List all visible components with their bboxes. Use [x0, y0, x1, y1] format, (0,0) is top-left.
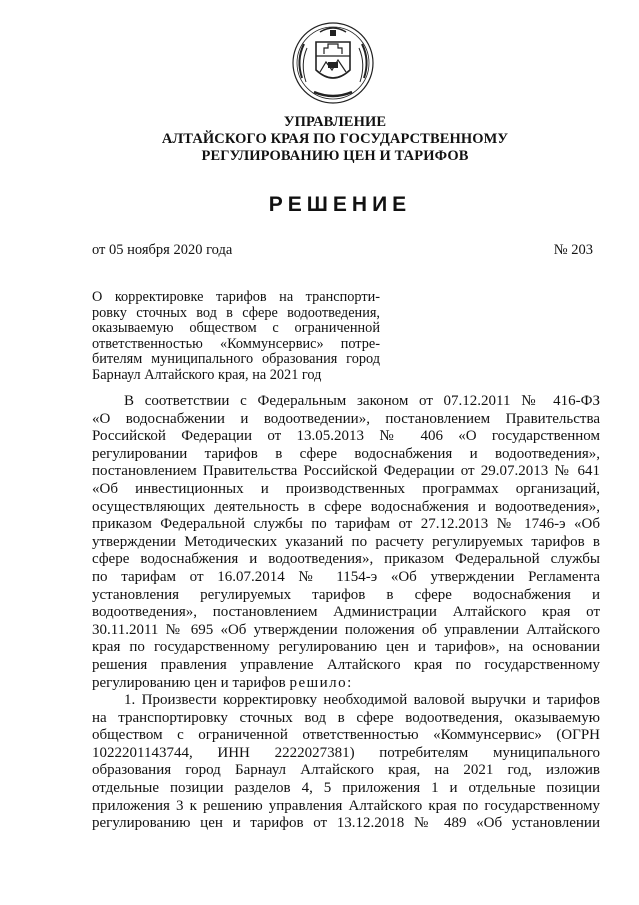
- document-title: РЕШЕНИЕ: [268, 193, 412, 216]
- body-line-final: [92, 675, 600, 693]
- agency-line: УПРАВЛЕНИЕ: [283, 114, 387, 130]
- item-line: обществом с ограниченной ответственностью «Коммунсервис» (ОГРН: [92, 727, 600, 744]
- subject-line: Барнаул Алтайского края, на 2021 год: [92, 366, 322, 383]
- item-line: 1022201143744, ИНН 2222027381) потребителям муниципального: [92, 744, 600, 761]
- subject-line: О корректировке тарифов на транспорти-: [92, 289, 380, 305]
- item-line: образования город Барнаул Алтайского края, на 2021 год, изложив: [92, 762, 600, 779]
- coat-of-arms-emblem: [290, 20, 376, 106]
- body-line: постановлением Правительства Российской Федерации от 29.07.2013 № 641: [92, 463, 600, 480]
- item-line: приложения 3 к решению управления Алтайского края по государственному: [92, 797, 600, 814]
- body-line: 30.11.2011 № 695 «Об утверждении положения об управлении Алтайского: [92, 621, 600, 638]
- body-line: регулировании тарифов в сфере водоснабжения и водоотведения»,: [92, 445, 600, 462]
- agency-line: РЕГУЛИРОВАНИЮ ЦЕН И ТАРИФОВ: [201, 148, 469, 164]
- resolution-keyword: решило:: [289, 674, 353, 691]
- body-line: водоотведения», постановлением Администрации Алтайского края от: [92, 604, 600, 621]
- agency-name: [120, 114, 550, 165]
- body-line: Российской Федерации от 13.05.2013 № 406 «О государственном: [92, 428, 600, 445]
- body-line: «О водоснабжении и водоотведении», постановлением Правительства: [92, 410, 600, 427]
- body-line: решения правления управление Алтайского края по государственному: [92, 656, 600, 673]
- body-line: утверждении Методических указаний по расчету регулируемых тарифов в: [92, 533, 600, 550]
- document-date: от 05 ноября 2020 года: [92, 242, 233, 258]
- body-line: по тарифам от 16.07.2014 № 1154-э «Об утверждении Регламента: [92, 568, 600, 585]
- subject-line: оказываемую обществом с ограниченной: [92, 320, 380, 337]
- body-line: «Об инвестиционных и производственных программах организаций,: [92, 480, 600, 497]
- body-line-text: регулированию цен и тарифов: [92, 674, 286, 691]
- body-line: сфере водоснабжения и водоотведения», приказом Федеральной службы: [92, 551, 600, 568]
- subject-line: бителям муниципального образования город: [92, 351, 380, 368]
- body-line: осуществляющих деятельность в сфере водоснабжения и водоотведения»,: [92, 498, 600, 515]
- subject-line: ровку сточных вод в сфере водоотведения,: [92, 304, 380, 321]
- item-line: отдельные позиции разделов 4, 5 приложения 1 и отдельные позиции: [92, 780, 600, 797]
- body-line: установления регулируемых тарифов в сфере водоснабжения и: [92, 586, 600, 603]
- agency-line: АЛТАЙСКОГО КРАЯ ПО ГОСУДАРСТВЕННОМУ: [161, 131, 509, 147]
- document-body: [92, 393, 600, 833]
- document-number: № 203: [553, 242, 593, 258]
- item-line: на транспортировку сточных вод в сфере водоотведения, оказываемую: [92, 709, 600, 726]
- item-line: 1. Произвести корректировку необходимой валовой выручки и тарифов: [124, 692, 600, 709]
- body-line: края по государственному регулированию цен и тарифов», на основании: [92, 639, 600, 656]
- document-subject: [92, 290, 380, 384]
- body-line: приказом Федеральной службы по тарифам от 27.12.2013 № 1746-э «Об: [92, 516, 600, 533]
- subject-line: ответственностью «Коммунсервис» потре-: [92, 335, 380, 352]
- body-line: В соответствии с Федеральным законом от 07.12.2011 № 416-ФЗ: [124, 393, 600, 409]
- item-line: регулированию цен и тарифов от 13.12.2018 № 489 «Об установлении: [92, 815, 600, 832]
